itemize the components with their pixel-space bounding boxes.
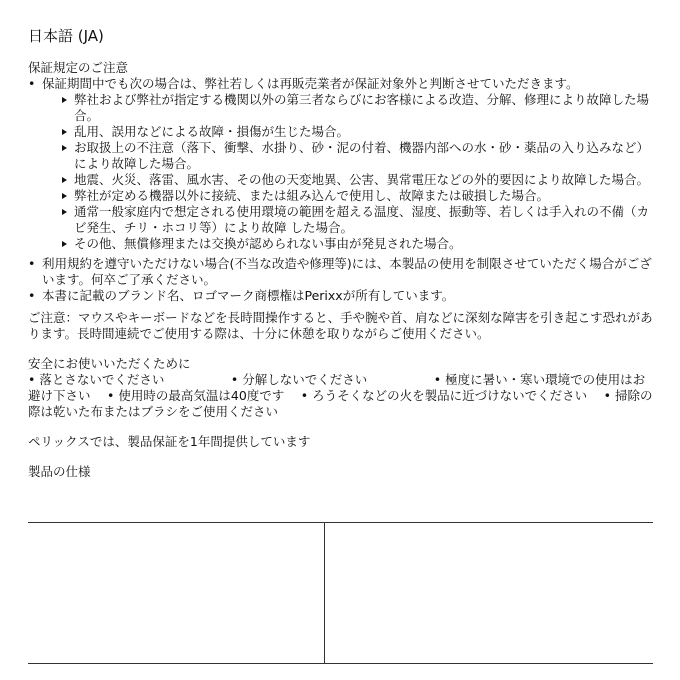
spec-table xyxy=(28,522,653,664)
safety-item: • 極度に暑い・寒い環境での使用はお避け下さい xyxy=(28,372,645,403)
safety-item: • ろうそくなどの火を製品に近づけないでください xyxy=(301,388,587,403)
spec-table-left-cell xyxy=(28,523,325,663)
warranty-section xyxy=(28,60,654,304)
warranty-intro-item xyxy=(28,76,654,252)
warranty-exclusion-list xyxy=(42,92,654,252)
exclusion-item: お取扱上の不注意（落下、衝撃、水掛り、砂・泥の付着、機器内部への水・砂・薬品の入り込みなど）により故障した場合。 xyxy=(60,140,654,172)
terms-restriction-item: • 利用規約を遵守いただけない場合(不当な改造や修理等)には、本製品の使用を制限させていただく場合がございます。何卒ご了承ください。 xyxy=(28,256,654,288)
exclusion-item: 通常一般家庭内で想定される使用環境の範囲を超える温度、湿度、振動等、若しくは手入れの不備（カビ発生、チリ・ホコリ等）により故障 した場合。 xyxy=(60,204,654,236)
safety-item: • 分解しないでください xyxy=(231,372,367,387)
warranty-heading: 保証規定のご注意 xyxy=(28,60,129,75)
exclusion-item: 弊社が定める機器以外に接続、または組み込んで使用し、故障または破損した場合。 xyxy=(60,188,654,204)
warranty-statement: ペリックスでは、製品保証を1年間提供しています xyxy=(28,434,311,449)
exclusion-item: 弊社および弊社が指定する機関以外の第三者ならびにお客様による改造、分解、修理により故障した場合。 xyxy=(60,92,654,124)
warranty-list xyxy=(28,76,654,304)
safety-items xyxy=(28,372,654,420)
caution-text: ご注意：マウスやキーボードなどを長時間操作すると、手や腕や首、肩などに深刻な障害を引き起こす恐れがあります。長時間連続でご使用する際は、十分に休憩を取りながらご使用ください。 xyxy=(28,310,653,341)
safety-heading: 安全にお使いいただくために xyxy=(28,356,191,371)
safety-item: • 使用時の最高気温は40度です xyxy=(107,388,284,403)
safety-section xyxy=(28,356,654,420)
exclusion-item: その他、無償修理または交換が認められない事由が発見された場合。 xyxy=(60,236,654,252)
trademark-item: • 本書に記載のブランド名、ロゴマーク商標権はPerixxが所有しています。 xyxy=(28,288,654,304)
exclusion-item: 乱用、誤用などによる故障・損傷が生じた場合。 xyxy=(60,124,654,140)
safety-item: • 掃除の際は乾いた布またはブラシをご使用ください xyxy=(28,388,653,419)
language-title: 日本語 (JA) xyxy=(28,27,104,45)
spec-table-right-cell xyxy=(325,523,653,663)
exclusion-item: 地震、火災、落雷、風水害、その他の天変地異、公害、異常電圧などの外的要因により故障した場合。 xyxy=(60,172,654,188)
warranty-intro-text: 保証期間中でも次の場合は、弊社若しくは再販売業者が保証対象外と判断させていただきます。 xyxy=(42,76,579,91)
spec-heading: 製品の仕様 xyxy=(28,464,91,479)
document-page xyxy=(28,26,654,480)
safety-item: • 落とさないでください xyxy=(28,372,164,387)
